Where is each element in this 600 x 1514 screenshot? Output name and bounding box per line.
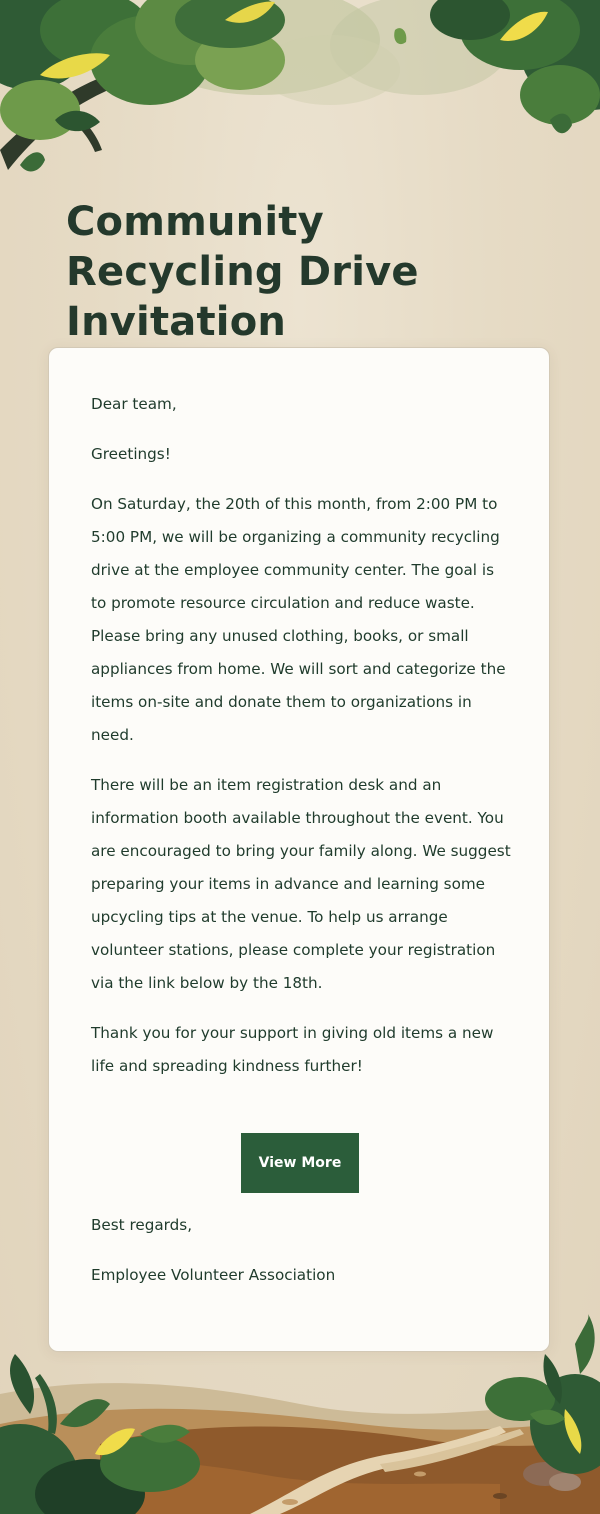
email-signoff xyxy=(91,1209,511,1309)
view-more-button[interactable]: View More xyxy=(241,1133,359,1193)
tree-foliage-illustration xyxy=(0,0,600,200)
page-title: Community Recycling Drive Invitation xyxy=(66,199,419,345)
hills-path-foliage-illustration xyxy=(0,1314,600,1514)
body-paragraph: Thank you for your support in giving old items a new life and spreading kindness further! xyxy=(91,1024,494,1075)
salutation-text: Greetings! xyxy=(91,445,171,463)
body-paragraph: On Saturday, the 20th of this month, from 2:00 PM to 5:00 PM, we will be organizing a community recycling drive at the employee community center. The goal is to promote resource circulation and reduce waste. Please bring any unused clothing, books, or small appliances from home. We will sort and categorize the items on-site and donate them to organizations in need. xyxy=(91,495,506,744)
closing-text: Best regards, xyxy=(91,1216,193,1234)
body-paragraph: There will be an item registration desk and an information booth available throughout the event. You are encouraged to bring your family along. We suggest preparing your items in advance and learning some upcycling tips at the venue. To help us arrange volunteer stations, please complete your registration via the link below by the 18th. xyxy=(91,776,511,992)
email-card xyxy=(48,347,550,1352)
cta-container xyxy=(49,1133,551,1193)
signature-text: Employee Volunteer Association xyxy=(91,1266,336,1284)
email-body xyxy=(91,388,511,1100)
greeting-text: Dear team, xyxy=(91,395,177,413)
